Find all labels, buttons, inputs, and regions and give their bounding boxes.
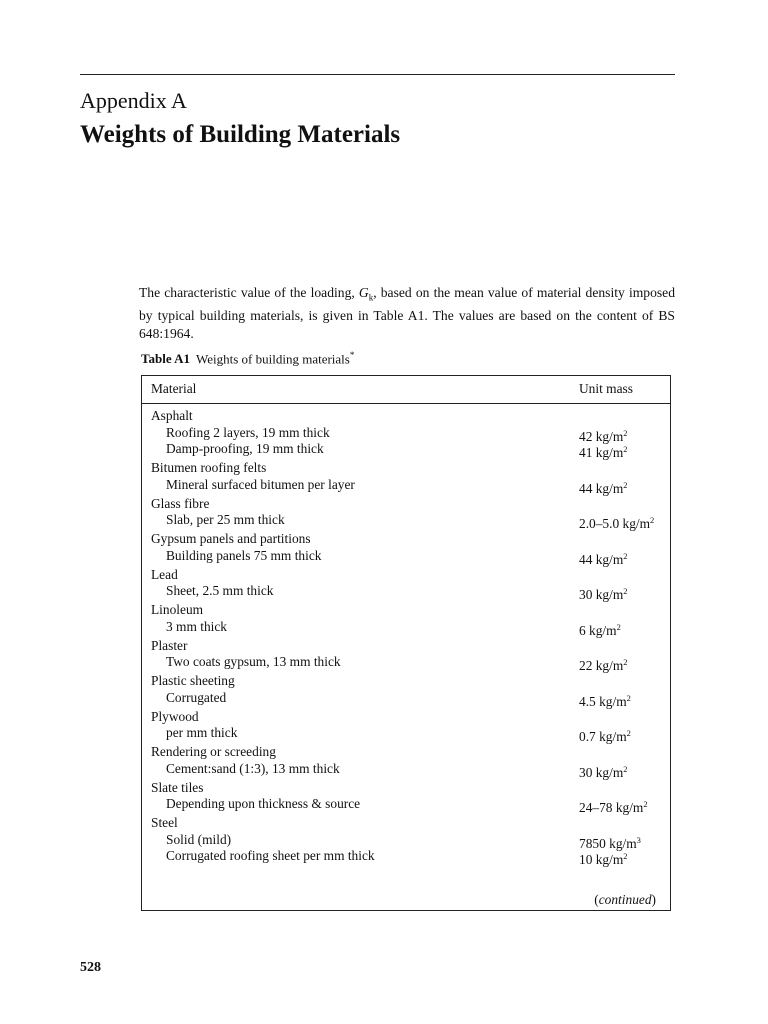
continued-text: continued — [598, 892, 652, 907]
unit-mass-value — [579, 441, 628, 462]
material-group-row — [142, 638, 670, 655]
material-group — [142, 673, 670, 709]
material-group — [142, 709, 670, 742]
unit-mass-text: 30 kg/m — [579, 764, 624, 780]
table-row — [142, 832, 670, 849]
unit-mass-value — [579, 725, 631, 746]
unit-mass-value — [579, 761, 628, 782]
material-item-name: 3 mm thick — [166, 618, 227, 634]
unit-mass-value — [579, 690, 631, 711]
material-item-name: Corrugated — [166, 689, 227, 705]
material-group-row — [142, 744, 670, 761]
unit-mass-text: 41 kg/m — [579, 445, 624, 460]
unit-exponent: 2 — [616, 621, 621, 632]
page-title: Weights of Building Materials — [80, 121, 401, 148]
material-item-name: Solid (mild) — [166, 831, 232, 847]
material-group-row — [142, 496, 670, 513]
material-group-name: Lead — [151, 566, 178, 582]
material-group-name: Gypsum panels and partitions — [151, 531, 311, 546]
material-item-name: Building panels 75 mm thick — [166, 547, 322, 563]
material-item-name: Depending upon thickness & source — [166, 796, 361, 811]
intro-paragraph — [139, 284, 675, 343]
material-group — [142, 744, 670, 780]
material-item-name: Damp-proofing, 19 mm thick — [166, 441, 324, 456]
load-symbol-subscript: k — [368, 292, 374, 303]
material-group — [142, 638, 670, 671]
unit-mass-text: 7850 kg/m — [579, 835, 637, 851]
unit-exponent: 2 — [623, 550, 628, 561]
unit-exponent: 2 — [623, 851, 628, 861]
unit-mass-value — [579, 548, 628, 569]
unit-exponent: 2 — [626, 692, 631, 703]
table-row — [142, 654, 670, 671]
table-row — [142, 690, 670, 707]
material-group — [142, 602, 670, 638]
material-group-row — [142, 531, 670, 548]
unit-mass-text: 10 kg/m — [579, 852, 624, 867]
unit-mass-text: 44 kg/m — [579, 551, 624, 567]
material-group — [142, 815, 670, 865]
material-group — [142, 531, 670, 567]
unit-mass-text: 6 kg/m — [579, 622, 617, 638]
material-group-name: Glass fibre — [151, 495, 210, 511]
material-group-row — [142, 780, 670, 797]
materials-table — [141, 375, 671, 911]
appendix-label: Appendix A — [80, 88, 187, 113]
material-group — [142, 460, 670, 496]
unit-mass-value — [579, 796, 648, 817]
material-item-name: Two coats gypsum, 13 mm thick — [166, 654, 341, 669]
intro-text-after: , based on the mean value of material density imposed by typical building materials, is given in Table A1. The values are based on the content of BS 648:1964. — [139, 285, 676, 341]
material-group — [142, 496, 670, 529]
table-caption-text: Weights of building materials — [196, 351, 350, 367]
unit-exponent: 2 — [623, 586, 628, 596]
material-group-row — [142, 408, 670, 425]
material-group-row — [142, 567, 670, 584]
unit-exponent: 2 — [623, 763, 628, 774]
material-group-name: Rendering or screeding — [151, 744, 276, 759]
table-row — [142, 725, 670, 742]
table-header — [142, 376, 670, 404]
intro-text-before: The characteristic value of the loading, — [139, 285, 359, 300]
unit-mass-value — [579, 583, 628, 604]
unit-mass-value — [579, 477, 628, 498]
material-group — [142, 567, 670, 600]
unit-mass-text: 44 kg/m — [579, 480, 624, 496]
load-symbol: G — [358, 285, 369, 300]
table-row — [142, 477, 670, 494]
table-row — [142, 425, 670, 442]
table-row — [142, 761, 670, 778]
unit-mass-text: 42 kg/m — [579, 428, 624, 444]
unit-exponent: 3 — [636, 834, 641, 845]
unit-mass-text: 4.5 kg/m — [579, 693, 627, 709]
table-row — [142, 848, 670, 865]
unit-mass-value — [579, 619, 621, 640]
material-group — [142, 780, 670, 813]
material-group-name: Bitumen roofing felts — [151, 460, 267, 475]
unit-mass-text: 0.7 kg/m — [579, 729, 627, 744]
material-group-name: Steel — [151, 815, 178, 830]
table-row — [142, 583, 670, 600]
unit-mass-text: 24–78 kg/m — [579, 800, 644, 815]
material-group-name: Asphalt — [151, 408, 193, 423]
material-group-row — [142, 602, 670, 619]
material-group-row — [142, 673, 670, 690]
material-group-row — [142, 815, 670, 832]
table-caption-footnote-mark: * — [349, 350, 355, 360]
material-group-name: Slate tiles — [151, 779, 204, 795]
material-item-name: per mm thick — [166, 725, 238, 740]
table-row — [142, 796, 670, 813]
unit-exponent: 2 — [623, 444, 628, 454]
column-header-material: Material — [151, 381, 197, 396]
unit-mass-text: 22 kg/m — [579, 658, 624, 673]
table-row — [142, 512, 670, 529]
unit-mass-text: 30 kg/m — [579, 587, 624, 602]
continued-note: (continued) — [594, 892, 656, 907]
unit-exponent: 2 — [626, 728, 631, 738]
top-rule — [80, 74, 675, 75]
material-group-row — [142, 460, 670, 477]
material-item-name: Sheet, 2.5 mm thick — [166, 583, 274, 598]
material-item-name: Roofing 2 layers, 19 mm thick — [166, 424, 330, 440]
column-header-unit-mass: Unit mass — [579, 381, 633, 396]
material-item-name: Mineral surfaced bitumen per layer — [166, 476, 355, 492]
material-item-name: Slab, per 25 mm thick — [166, 512, 285, 527]
unit-exponent: 2 — [623, 479, 628, 490]
material-group-name: Linoleum — [151, 602, 204, 617]
table-caption — [141, 346, 354, 368]
table-row — [142, 619, 670, 636]
page-number: 528 — [80, 960, 101, 975]
material-group-name: Plaster — [151, 637, 188, 653]
material-group — [142, 408, 670, 458]
material-group-name: Plywood — [151, 708, 199, 724]
unit-exponent: 2 — [650, 515, 655, 525]
material-item-name: Corrugated roofing sheet per mm thick — [166, 848, 375, 863]
unit-exponent: 2 — [643, 799, 648, 809]
unit-mass-value — [579, 654, 628, 675]
table-row — [142, 548, 670, 565]
material-group-row — [142, 709, 670, 726]
table-body — [142, 408, 670, 867]
unit-mass-value — [579, 848, 628, 869]
table-caption-label: Table A1 — [141, 351, 191, 367]
unit-exponent: 2 — [623, 427, 628, 438]
unit-mass-value — [579, 512, 654, 533]
unit-mass-text: 2.0–5.0 kg/m — [579, 516, 651, 531]
unit-exponent: 2 — [623, 657, 628, 667]
table-row — [142, 441, 670, 458]
material-group-name: Plastic sheeting — [151, 673, 235, 688]
material-item-name: Cement:sand (1:3), 13 mm thick — [166, 760, 340, 776]
